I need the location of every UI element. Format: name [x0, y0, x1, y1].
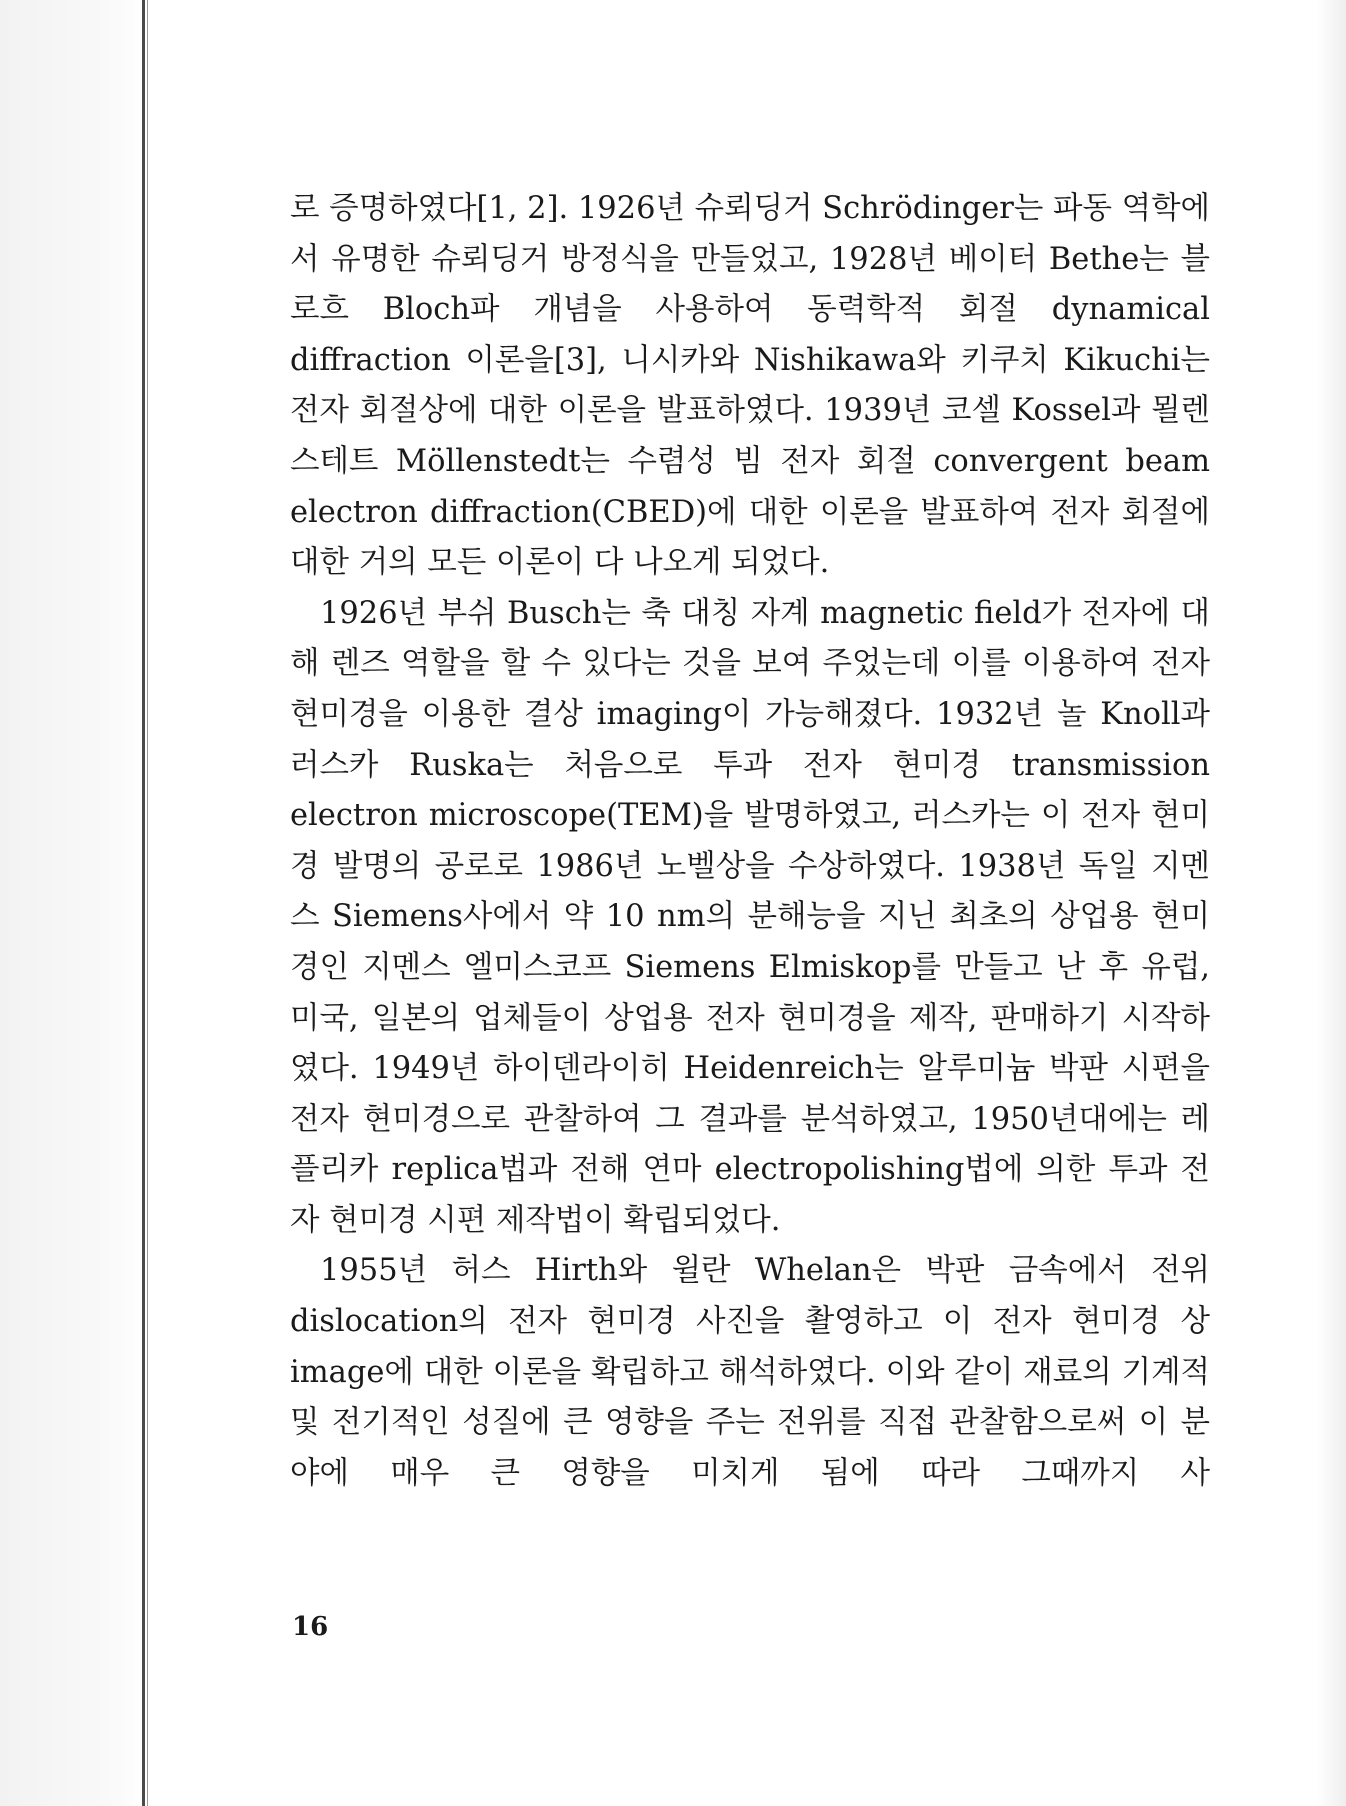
page-number: 16	[292, 1612, 329, 1642]
binding-edge-line	[142, 0, 145, 1806]
paragraph-1: 로 증명하였다[1, 2]. 1926년 슈뢰딩거 Schrödinger는 파동 역학에서 유명한 슈뢰딩거 방정식을 만들었고, 1928년 베이터 Bethe는 블로흐 Bloch파 개념을 사용하여 동력학적 회절 dynamical diffraction 이론을[3], 니시카와 Nishikawa와 키쿠치 Kikuchi는 전자 회절상에 대한 이론을 발표하였다. 1939년 코셀 Kossel과 묄렌스테트 Möllenstedt는 수렴성 빔 전자 회절 convergent beam electron diffraction(CBED)에 대한 이론을 발표하여 전자 회절에 대한 거의 모든 이론이 다 나오게 되었다.	[290, 191, 1210, 581]
paragraph-3: 1955년 허스 Hirth와 윌란 Whelan은 박판 금속에서 전위 dislocation의 전자 현미경 사진을 촬영하고 이 전자 현미경 상 image에 대한 이론을 확립하고 해석하였다. 이와 같이 재료의 기계적 및 전기적인 성질에 큰 영향을 주는 전위를 직접 관찰함으로써 이 분야에 매우 큰 영향을 미치게 됨에 따라 그때까지 사	[290, 1253, 1210, 1491]
page-edge-shadow	[1316, 0, 1346, 1806]
paragraph-2: 1926년 부쉬 Busch는 축 대칭 자계 magnetic field가 전자에 대해 렌즈 역할을 할 수 있다는 것을 보여 주었는데 이를 이용하여 전자 현미경을 이용한 결상 imaging이 가능해졌다. 1932년 놀 Knoll과 러스카 Ruska는 처음으로 투과 전자 현미경 transmission electron microscope(TEM)을 발명하였고, 러스카는 이 전자 현미경 발명의 공로로 1986년 노벨상을 수상하였다. 1938년 독일 지멘스 Siemens사에서 약 10 nm의 분해능을 지닌 최초의 상업용 현미경인 지멘스 엘미스코프 Siemens Elmiskop를 만들고 난 후 유럽, 미국, 일본의 업체들이 상업용 전자 현미경을 제작, 판매하기 시작하였다. 1949년 하이덴라이히 Heidenreich는 알루미늄 박판 시편을 전자 현미경으로 관찰하여 그 결과를 분석하였고, 1950년대에는 레플리카 replica법과 전해 연마 electropolishing법에 의한 투과 전자 현미경 시편 제작법이 확립되었다.	[290, 595, 1210, 1238]
binding-edge-line-inner	[147, 0, 148, 1806]
page-gutter	[0, 0, 148, 1806]
body-text	[290, 184, 1210, 1499]
